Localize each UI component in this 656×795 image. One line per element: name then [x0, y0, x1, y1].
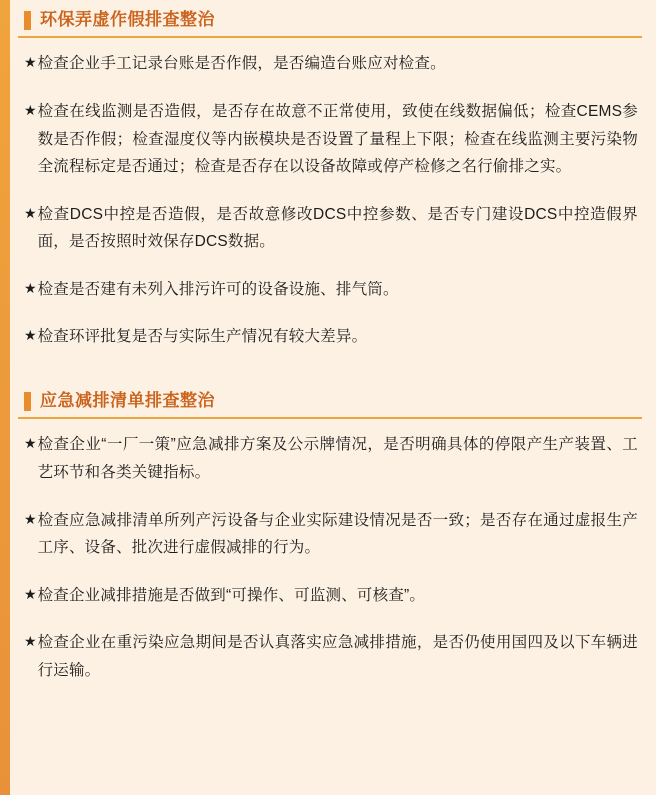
list-item-text: 检查企业在重污染应急期间是否认真落实应急减排措施，是否仍使用国四及以下车辆进行运输。 [37, 634, 638, 679]
list-item [24, 582, 638, 610]
section-title: 环保弄虚作假排查整治 [40, 10, 215, 29]
star-icon: ★ [24, 279, 37, 296]
section-environmental-fraud [18, 0, 642, 367]
list-item-text: 检查是否建有未列入排污许可的设备设施、排气筒。 [37, 280, 399, 298]
star-icon: ★ [24, 54, 37, 71]
star-icon: ★ [24, 510, 37, 527]
list-item-text: 检查应急减排清单所列产污设备与企业实际建设情况是否一致；是否存在通过虚报生产工序、设备、批次进行虚假减排的行为。 [37, 511, 638, 557]
section-header [18, 381, 642, 419]
star-icon: ★ [24, 204, 37, 221]
section-emergency-reduction [18, 381, 642, 700]
list-item [24, 507, 638, 562]
list-item [24, 431, 638, 486]
star-icon: ★ [24, 327, 37, 344]
list-item [24, 629, 638, 684]
list-item-text: 检查DCS中控是否造假，是否故意修改DCS中控参数、是否专门建设DCS中控造假界面，是否按照时效保存DCS数据。 [37, 205, 638, 251]
section-header [18, 0, 642, 38]
left-accent-rail [0, 0, 10, 795]
section-item-list [18, 425, 642, 700]
list-item [24, 276, 638, 304]
list-item [24, 323, 638, 351]
document-content [10, 0, 656, 795]
section-accent-bar [24, 392, 31, 411]
list-item-text: 检查在线监测是否造假，是否存在故意不正常使用，致使在线数据偏低；检查CEMS参数是否作假；检查湿度仪等内嵌模块是否设置了量程上下限；检查在线监测主要污染物全流程标定是否通过；检查是否存在以设备故障或停产检修之名行偷排之实。 [37, 102, 638, 176]
list-item-text: 检查环评批复是否与实际生产情况有较大差异。 [37, 328, 368, 346]
list-item [24, 50, 638, 78]
star-icon: ★ [24, 585, 37, 602]
star-icon: ★ [24, 435, 37, 452]
list-item-text: 检查企业减排措施是否做到“可操作、可监测、可核查”。 [37, 586, 426, 604]
list-item [24, 201, 638, 256]
section-item-list [18, 44, 642, 367]
star-icon: ★ [24, 101, 37, 118]
list-item-text: 检查企业“一厂一策”应急减排方案及公示牌情况，是否明确具体的停限产生产装置、工艺环节和各类关键指标。 [37, 436, 638, 481]
star-icon: ★ [24, 633, 37, 650]
list-item [24, 98, 638, 181]
section-title: 应急减排清单排查整治 [40, 391, 215, 411]
section-accent-bar [24, 11, 31, 30]
list-item-text: 检查企业手工记录台账是否作假，是否编造台账应对检查。 [37, 55, 446, 73]
